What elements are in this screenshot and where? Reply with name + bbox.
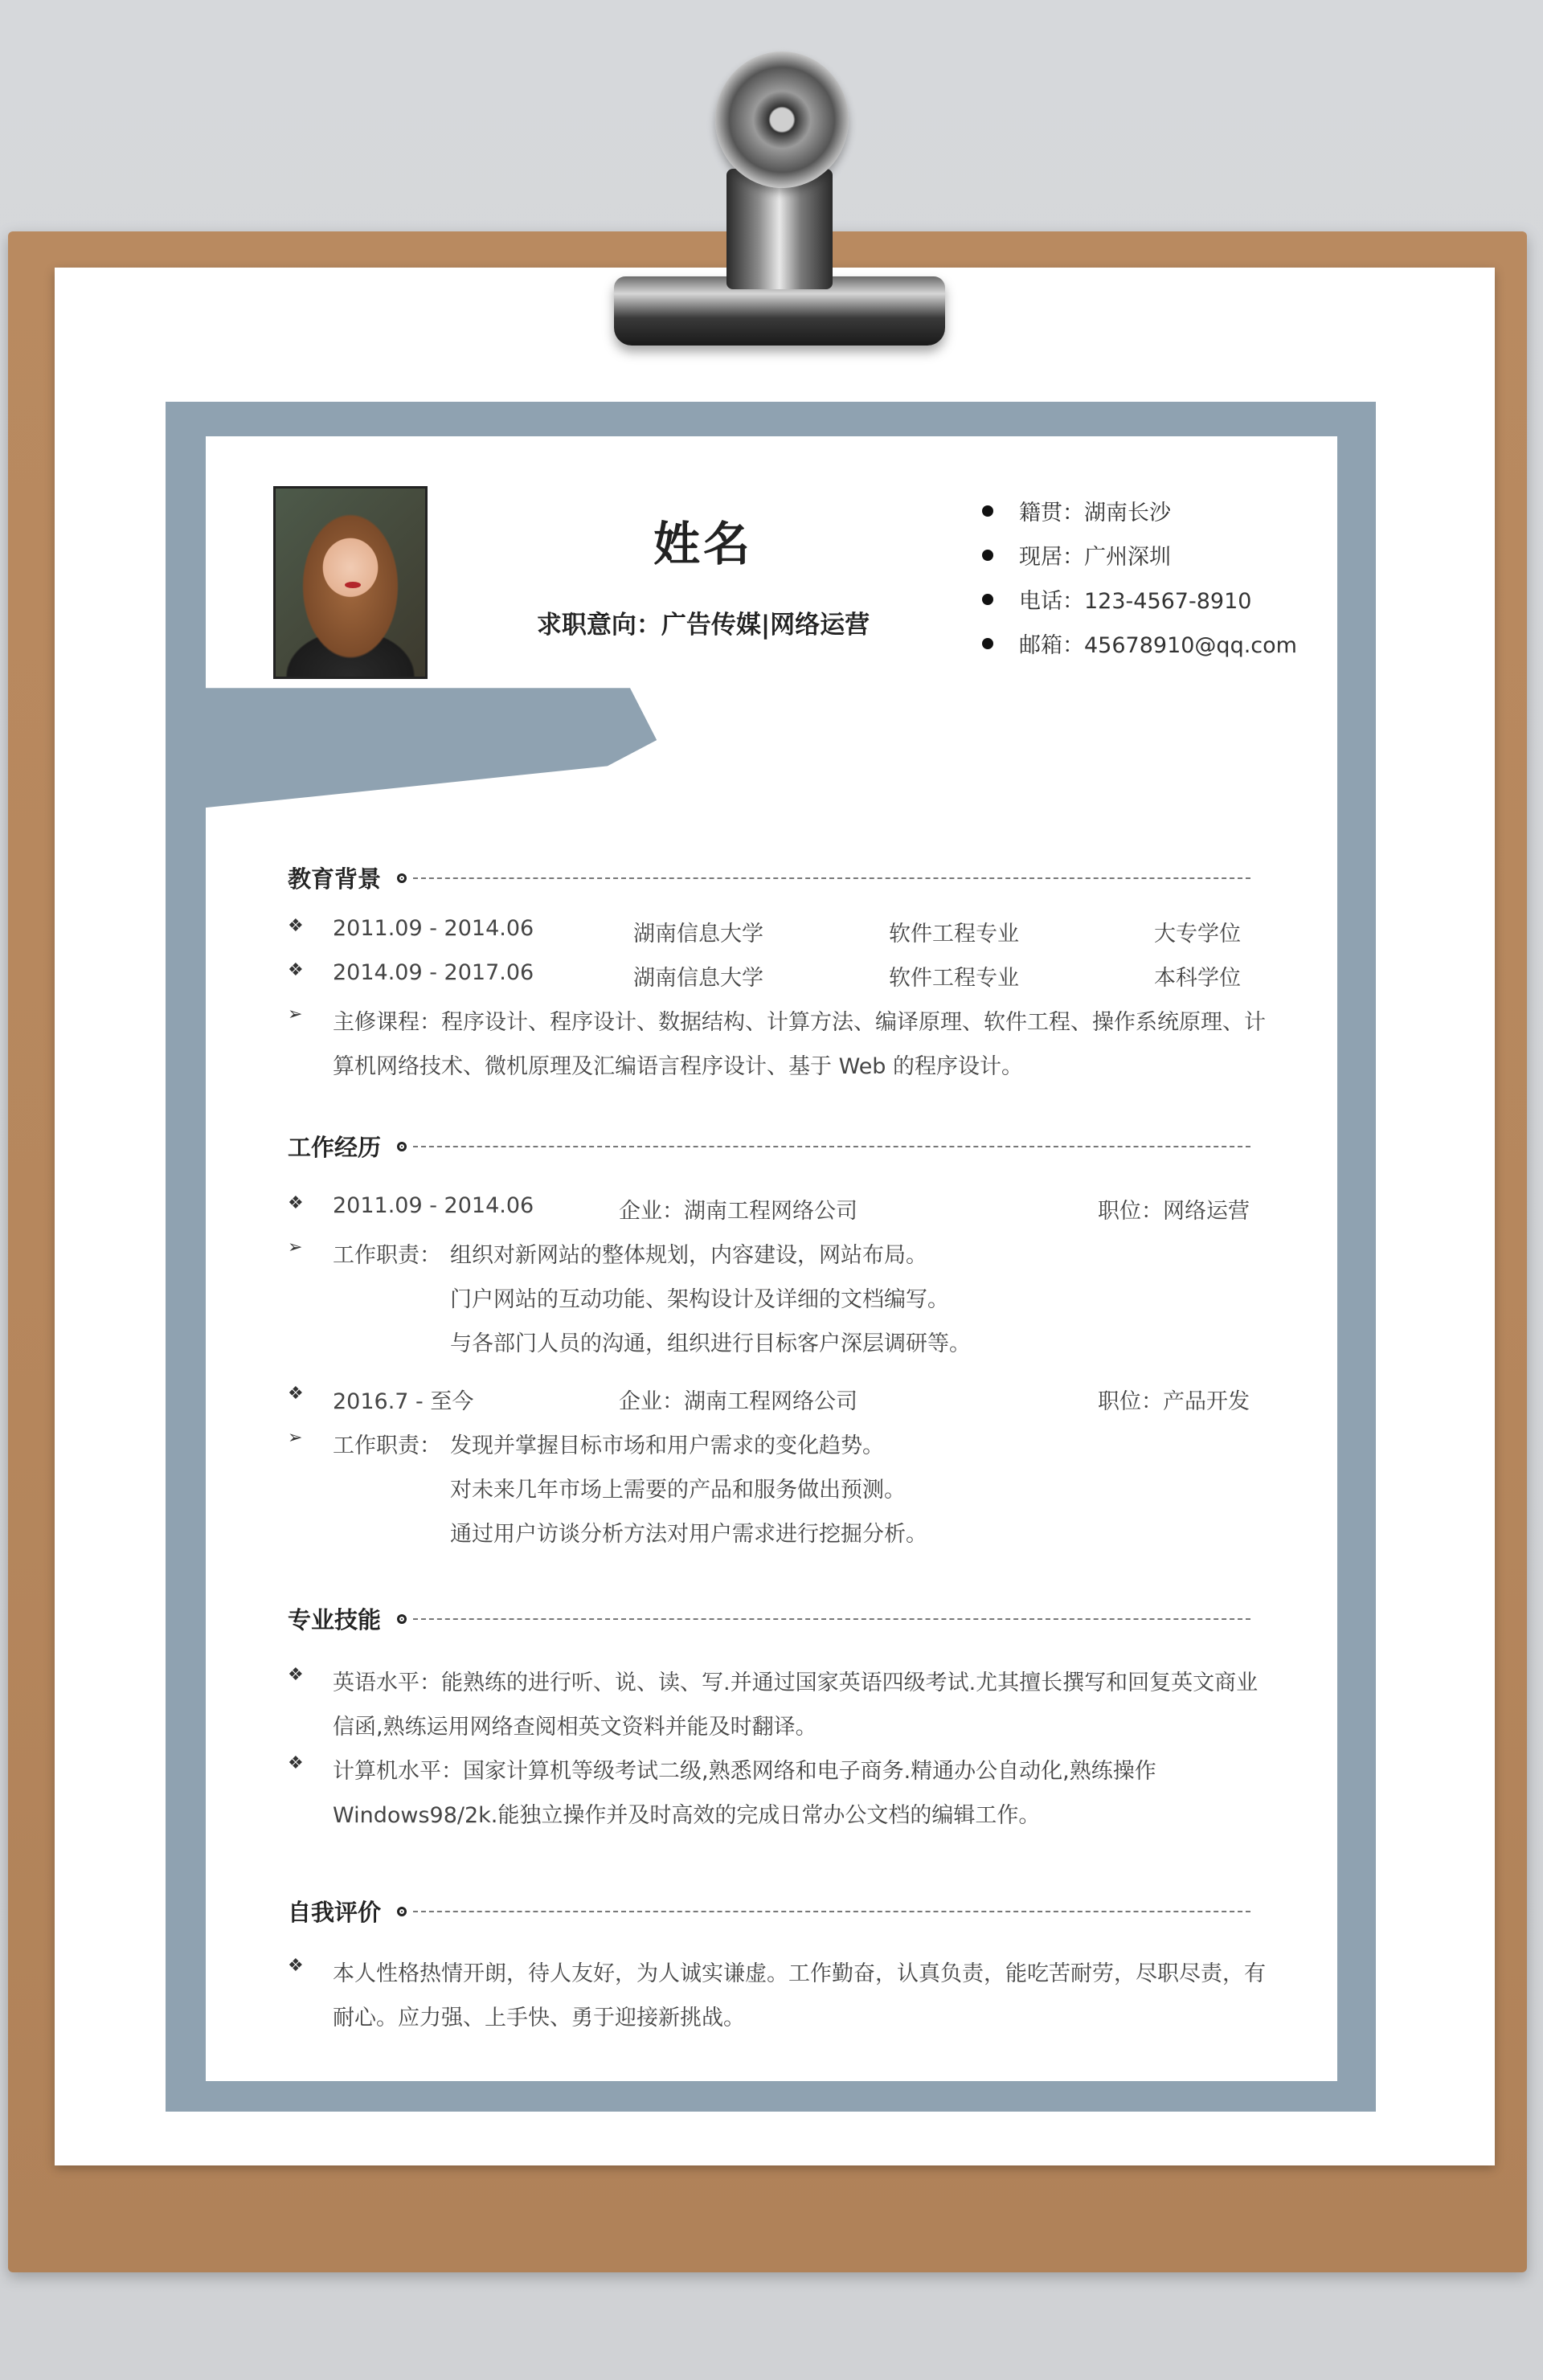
contact-email: 邮箱：45678910@qq.com [1019,633,1297,658]
duty-label: 工作职责： [333,1243,441,1268]
work-company: 企业：湖南工程网络公司 [619,1389,857,1414]
education-major: 软件工程专业 [889,922,1019,947]
skill-line: 计算机水平：国家计算机等级考试二级,熟悉网络和电子商务.精通办公自动化,熟练操作 [333,1759,1156,1784]
contact-item [982,489,1320,533]
avatar-photo [273,486,428,679]
education-major: 软件工程专业 [889,966,1019,991]
arrow-bullet-icon: ➢ [288,1004,303,1024]
duty-line: 对未来几年市场上需要的产品和服务做出预测。 [450,1478,906,1503]
bullet-dot-icon [982,505,993,517]
section-title: 教育背景 [288,865,382,893]
bullet-dot-icon [982,594,993,605]
education-school: 湖南信息大学 [633,966,763,991]
resume-name: 姓名 [653,517,753,571]
contact-list [982,489,1320,665]
section-skills-heading [288,1602,1250,1635]
work-date: 2011.09 - 2014.06 [333,1193,534,1218]
bullet-dot-icon [982,550,993,561]
skill-line: 信函,熟练运用网络查阅相英文资料并能及时翻译。 [333,1715,817,1740]
education-degree: 本科学位 [1154,966,1241,991]
duty-line: 组织对新网站的整体规划，内容建设，网站布局。 [450,1243,927,1268]
diamond-bullet-icon: ❖ [288,1384,304,1404]
bullet-dot-icon [982,638,993,649]
ring-icon [397,873,407,883]
section-title: 工作经历 [288,1134,382,1161]
dashed-divider [413,1911,1250,1912]
contact-hometown: 籍贯：湖南长沙 [1019,501,1171,525]
section-title: 专业技能 [288,1606,382,1634]
duty-line: 通过用户访谈分析方法对用户需求进行挖掘分析。 [450,1522,927,1547]
contact-item [982,533,1320,577]
self-line: 本人性格热情开朗，待人友好，为人诚实谦虚。工作勤奋，认真负责，能吃苦耐劳，尽职尽责，有 [333,1961,1266,1986]
ring-icon [397,1907,407,1916]
diamond-bullet-icon: ❖ [288,916,304,936]
education-school: 湖南信息大学 [633,922,763,947]
arrow-bullet-icon: ➢ [288,1428,303,1448]
skill-line: Windows98/2k.能独立操作并及时高效的完成日常办公文档的编辑工作。 [333,1803,1041,1828]
courses-line: 算机网络技术、微机原理及汇编语言程序设计、基于 Web 的程序设计。 [333,1054,1024,1079]
contact-item [982,621,1320,665]
education-date: 2014.09 - 2017.06 [333,960,534,985]
contact-item [982,577,1320,621]
skill-line: 英语水平：能熟练的进行听、说、读、写.并通过国家英语四级考试.尤其擅长撰写和回复英文商业 [333,1670,1259,1695]
duty-label: 工作职责： [333,1433,441,1458]
diamond-bullet-icon: ❖ [288,960,304,980]
duty-line: 与各部门人员的沟通，组织进行目标客户深层调研等。 [450,1331,971,1356]
binder-clip-ring [715,51,849,188]
section-self-heading [288,1895,1250,1928]
self-line: 耐心。应力强、上手快、勇于迎接新挑战。 [333,2006,745,2030]
work-date: 2016.7 - 至今 [333,1389,474,1414]
section-title: 自我评价 [288,1899,382,1926]
education-date: 2011.09 - 2014.06 [333,916,534,941]
education-degree: 大专学位 [1154,922,1241,947]
dashed-divider [413,877,1250,879]
ring-icon [397,1142,407,1151]
duty-line: 门户网站的互动功能、架构设计及详细的文档编写。 [450,1287,949,1312]
duty-line: 发现并掌握目标市场和用户需求的变化趋势。 [450,1433,884,1458]
dashed-divider [413,1146,1250,1147]
contact-residence: 现居：广州深圳 [1019,545,1171,570]
arrow-bullet-icon: ➢ [288,1237,303,1257]
ring-icon [397,1614,407,1624]
contact-phone: 电话：123-4567-8910 [1019,589,1252,614]
work-company: 企业：湖南工程网络公司 [619,1199,857,1224]
diamond-bullet-icon: ❖ [288,1753,304,1773]
diamond-bullet-icon: ❖ [288,1193,304,1213]
job-intent: 求职意向：广告传媒|网络运营 [536,611,870,640]
section-education-heading [288,861,1250,894]
diamond-bullet-icon: ❖ [288,1956,304,1976]
courses-line: 主修课程：程序设计、程序设计、数据结构、计算方法、编译原理、软件工程、操作系统原理、计 [333,1010,1266,1035]
section-work-heading [288,1130,1250,1163]
work-position: 职位：网络运营 [1098,1199,1250,1224]
work-position: 职位：产品开发 [1098,1389,1250,1414]
dashed-divider [413,1618,1250,1620]
diamond-bullet-icon: ❖ [288,1665,304,1685]
